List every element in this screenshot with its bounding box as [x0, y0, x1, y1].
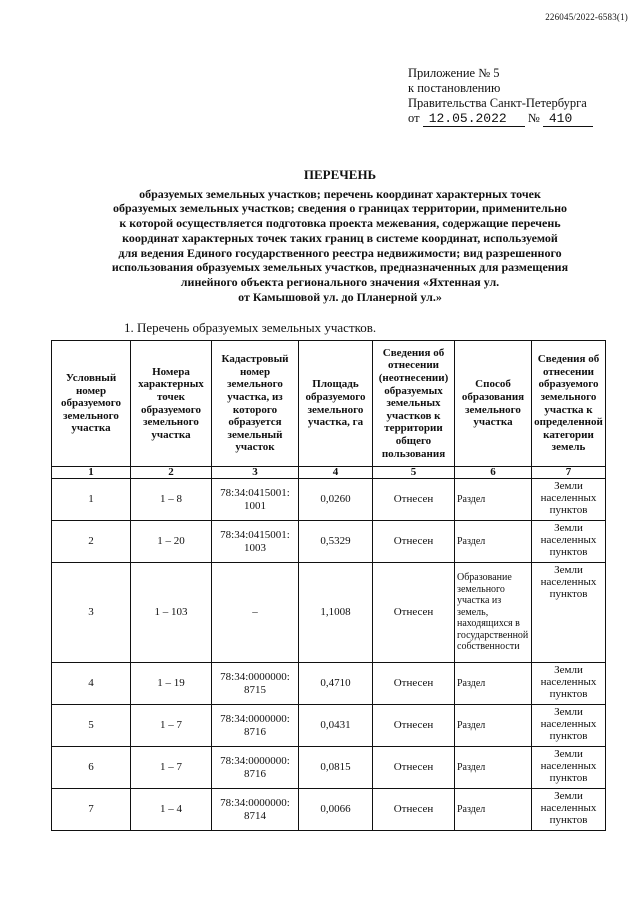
public-use-status: Отнесен: [373, 663, 455, 705]
column-header: Условный номер образуемого земельного участка: [52, 341, 131, 467]
plot-points: 1 – 4: [131, 789, 212, 831]
heading-line: образуемых земельных участков; перечень координат характерных точек: [139, 186, 541, 201]
plot-number: 2: [52, 521, 131, 563]
cadastral-suffix: 1001: [244, 499, 266, 512]
appendix-line: Правительства Санкт-Петербурга: [408, 96, 587, 110]
column-number: 7: [532, 467, 606, 479]
column-number: 1: [52, 467, 131, 479]
column-header: Сведения об отнесении (неотнесении) образуемых земельных участков к территории общего пользования: [373, 341, 455, 467]
formation-method: Раздел: [455, 747, 532, 789]
appendix-line: к постановлению: [408, 81, 501, 95]
appendix-block: [408, 66, 593, 127]
formation-method: Раздел: [455, 789, 532, 831]
cadastral-number: [212, 563, 299, 663]
public-use-status: Отнесен: [373, 563, 455, 663]
plot-number: 6: [52, 747, 131, 789]
heading-line: образуемых земельных участков; сведения о границах территории, применительно: [113, 201, 567, 216]
cadastral-number: [212, 705, 299, 747]
land-category: Земли населенных пунктов: [532, 521, 606, 563]
plot-points: 1 – 7: [131, 705, 212, 747]
plot-number: 3: [52, 563, 131, 663]
cadastral-prefix: 78:34:0000000:: [220, 796, 290, 809]
column-header: Кадастровый номер земельного участка, из которого образуется земельный участок: [212, 341, 299, 467]
formation-method: Раздел: [455, 521, 532, 563]
decree-number: 410: [543, 111, 593, 127]
cadastral-number: [212, 747, 299, 789]
number-prefix: №: [527, 111, 540, 125]
formation-method: Раздел: [455, 663, 532, 705]
cadastral-prefix: 78:34:0000000:: [220, 670, 290, 683]
plot-area: 0,0260: [299, 479, 373, 521]
table-row: [52, 747, 606, 789]
date-prefix: от: [408, 111, 420, 125]
plot-number: 4: [52, 663, 131, 705]
column-header: Площадь образуемого земельного участка, га: [299, 341, 373, 467]
land-category: Земли населенных пунктов: [532, 747, 606, 789]
table-header-row: [52, 341, 606, 467]
public-use-status: Отнесен: [373, 479, 455, 521]
cadastral-number: [212, 663, 299, 705]
cadastral-number: [212, 479, 299, 521]
cadastral-number: [212, 521, 299, 563]
plot-area: 0,0815: [299, 747, 373, 789]
document-id: 226045/2022-6583(1): [545, 12, 628, 22]
plot-points: 1 – 103: [131, 563, 212, 663]
table-row: [52, 663, 606, 705]
decree-date: 12.05.2022: [423, 111, 525, 127]
land-category: Земли населенных пунктов: [532, 789, 606, 831]
cadastral-suffix: 8714: [244, 809, 266, 822]
plot-area: 0,4710: [299, 663, 373, 705]
document-heading: [60, 168, 620, 304]
formation-method: Образование земельного участка из земель, находящихся в государственной собственности: [455, 563, 532, 663]
plot-area: 1,1008: [299, 563, 373, 663]
column-header: Сведения об отнесении образуемого земельного участка к определенной категории земель: [532, 341, 606, 467]
plot-points: 1 – 19: [131, 663, 212, 705]
plot-number: 5: [52, 705, 131, 747]
public-use-status: Отнесен: [373, 747, 455, 789]
column-number: 4: [299, 467, 373, 479]
land-category: Земли населенных пунктов: [532, 563, 606, 663]
heading-title: ПЕРЕЧЕНЬ: [303, 167, 377, 182]
formation-method: Раздел: [455, 479, 532, 521]
cadastral-prefix: 78:34:0000000:: [220, 754, 290, 767]
public-use-status: Отнесен: [373, 789, 455, 831]
heading-line: от Камышовой ул. до Планерной ул.»: [238, 289, 442, 304]
land-plots-table: [51, 340, 606, 831]
heading-line: использования образуемых земельных участков, предназначенных для размещения: [111, 260, 569, 275]
cadastral-number: [212, 789, 299, 831]
public-use-status: Отнесен: [373, 521, 455, 563]
land-category: Земли населенных пунктов: [532, 663, 606, 705]
column-number: 5: [373, 467, 455, 479]
plot-points: 1 – 8: [131, 479, 212, 521]
public-use-status: Отнесен: [373, 705, 455, 747]
column-number: 3: [212, 467, 299, 479]
plot-number: 1: [52, 479, 131, 521]
column-number-row: [52, 467, 606, 479]
column-number: 6: [455, 467, 532, 479]
section-title: 1. Перечень образуемых земельных участков.: [124, 320, 377, 335]
cadastral-suffix: 1003: [244, 541, 266, 554]
land-category: Земли населенных пунктов: [532, 479, 606, 521]
table-row: [52, 563, 606, 663]
cadastral-prefix: 78:34:0415001:: [220, 486, 290, 499]
plot-area: 0,0431: [299, 705, 373, 747]
land-category: Земли населенных пунктов: [532, 705, 606, 747]
column-header: Номера характерных точек образуемого земельного участка: [131, 341, 212, 467]
heading-line: к которой осуществляется подготовка проекта межевания, содержащие перечень: [119, 216, 561, 231]
cadastral-prefix: 78:34:0415001:: [220, 528, 290, 541]
formation-method: Раздел: [455, 705, 532, 747]
plot-number: 7: [52, 789, 131, 831]
cadastral-suffix: 8715: [244, 683, 266, 696]
plot-points: 1 – 7: [131, 747, 212, 789]
plot-points: 1 – 20: [131, 521, 212, 563]
table-row: [52, 705, 606, 747]
heading-line: линейного объекта регионального значения «Яхтенная ул.: [180, 274, 500, 289]
heading-line: координат характерных точек таких границ в системе координат, используемой: [122, 230, 558, 245]
heading-line: для ведения Единого государственного реестра недвижимости; вид разрешенного: [118, 245, 562, 260]
table-row: [52, 479, 606, 521]
column-header: Способ образования земельного участка: [455, 341, 532, 467]
plot-area: 0,5329: [299, 521, 373, 563]
table-row: [52, 521, 606, 563]
column-number: 2: [131, 467, 212, 479]
plot-area: 0,0066: [299, 789, 373, 831]
appendix-line: Приложение № 5: [408, 66, 500, 80]
appendix-date-row: [408, 111, 593, 127]
cadastral-prefix: 78:34:0000000:: [220, 712, 290, 725]
cadastral-prefix: –: [252, 606, 258, 619]
cadastral-suffix: 8716: [244, 725, 266, 738]
cadastral-suffix: 8716: [244, 767, 266, 780]
table-row: [52, 789, 606, 831]
